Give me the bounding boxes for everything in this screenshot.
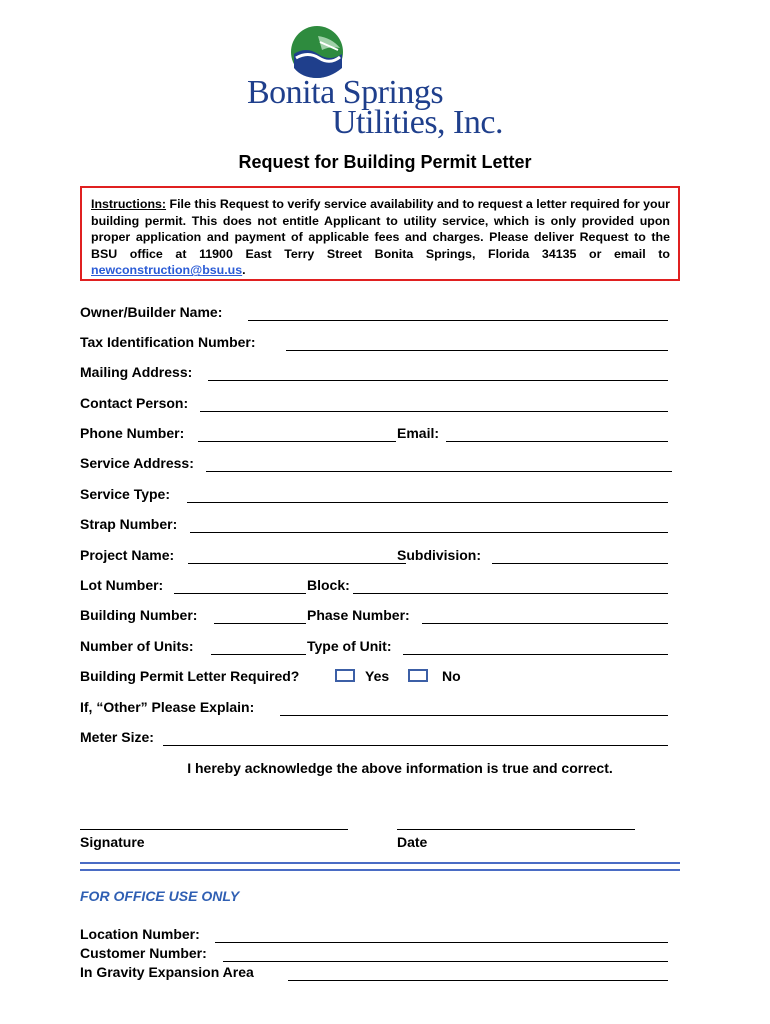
owner-builder-field[interactable] (248, 320, 668, 321)
block-field[interactable] (353, 593, 668, 594)
meter-size-label: Meter Size: (80, 729, 154, 745)
gravity-area-label: In Gravity Expansion Area (80, 964, 254, 980)
project-name-label: Project Name: (80, 547, 175, 563)
yes-checkbox[interactable] (335, 669, 355, 682)
phone-number-field[interactable] (198, 441, 396, 442)
email-link[interactable]: newconstruction@bsu.us (91, 263, 243, 278)
service-type-field[interactable] (187, 502, 668, 503)
building-number-field[interactable] (214, 623, 306, 624)
phase-number-field[interactable] (422, 623, 668, 624)
signature-label: Signature (80, 834, 145, 850)
lot-number-label: Lot Number: (80, 577, 164, 593)
phase-number-label: Phase Number: (307, 607, 410, 623)
customer-number-field[interactable] (223, 961, 668, 962)
gravity-area-field[interactable] (288, 980, 668, 981)
tax-id-label: Tax Identification Number: (80, 334, 256, 350)
date-label: Date (397, 834, 428, 850)
strap-number-label: Strap Number: (80, 516, 178, 532)
lot-number-field[interactable] (174, 593, 306, 594)
logo-text-line1: Bonita Springs (247, 74, 444, 111)
contact-person-label: Contact Person: (80, 395, 189, 411)
bsu-logo (247, 22, 527, 140)
number-of-units-field[interactable] (211, 654, 306, 655)
instructions-label: Instructions: (91, 197, 167, 211)
signature-field[interactable] (80, 829, 348, 830)
mailing-address-label: Mailing Address: (80, 364, 193, 380)
contact-person-field[interactable] (200, 411, 668, 412)
date-field[interactable] (397, 829, 635, 830)
owner-builder-label: Owner/Builder Name: (80, 304, 223, 320)
divider-line-top (80, 862, 680, 864)
yes-label: Yes (365, 668, 390, 684)
project-name-field[interactable] (188, 563, 406, 564)
building-number-label: Building Number: (80, 607, 198, 623)
type-of-unit-label: Type of Unit: (307, 638, 392, 654)
location-number-field[interactable] (215, 942, 668, 943)
logo-text-line2: Utilities, Inc. (332, 104, 503, 141)
service-address-label: Service Address: (80, 455, 194, 471)
divider-line-bottom (80, 869, 680, 871)
service-type-label: Service Type: (80, 486, 171, 502)
email-field[interactable] (446, 441, 668, 442)
mailing-address-field[interactable] (208, 380, 668, 381)
other-explain-label: If, “Other” Please Explain: (80, 699, 255, 715)
tax-id-field[interactable] (286, 350, 668, 351)
no-checkbox[interactable] (408, 669, 428, 682)
instructions-end: . (242, 263, 246, 278)
service-address-field[interactable] (206, 471, 672, 472)
phone-number-label: Phone Number: (80, 425, 185, 441)
subdivision-label: Subdivision: (397, 547, 481, 563)
subdivision-field[interactable] (492, 563, 668, 564)
number-of-units-label: Number of Units: (80, 638, 194, 654)
acknowledgement-text: I hereby acknowledge the above information is true and correct. (187, 760, 613, 776)
permit-required-label: Building Permit Letter Required? (80, 668, 300, 684)
no-label: No (442, 668, 461, 684)
office-use-heading: FOR OFFICE USE ONLY (80, 888, 240, 904)
customer-number-label: Customer Number: (80, 945, 207, 961)
strap-number-field[interactable] (190, 532, 668, 533)
page-title: Request for Building Permit Letter (238, 152, 532, 172)
location-number-label: Location Number: (80, 926, 200, 942)
block-label: Block: (307, 577, 350, 593)
instructions-text: File this Request to verify service availability and to request a letter required for your building permit. This does not entitle Applicant to utility service, which is only provided upon proper application and payment of applicable fees and charges. Please deliver Request to the BSU office at 11900 East Terry Street Bonita Springs, Florida 34135 or email to (91, 197, 670, 261)
meter-size-field[interactable] (163, 745, 668, 746)
instructions-box (80, 186, 680, 281)
type-of-unit-field[interactable] (403, 654, 668, 655)
email-label: Email: (397, 425, 440, 441)
other-explain-field[interactable] (280, 715, 668, 716)
